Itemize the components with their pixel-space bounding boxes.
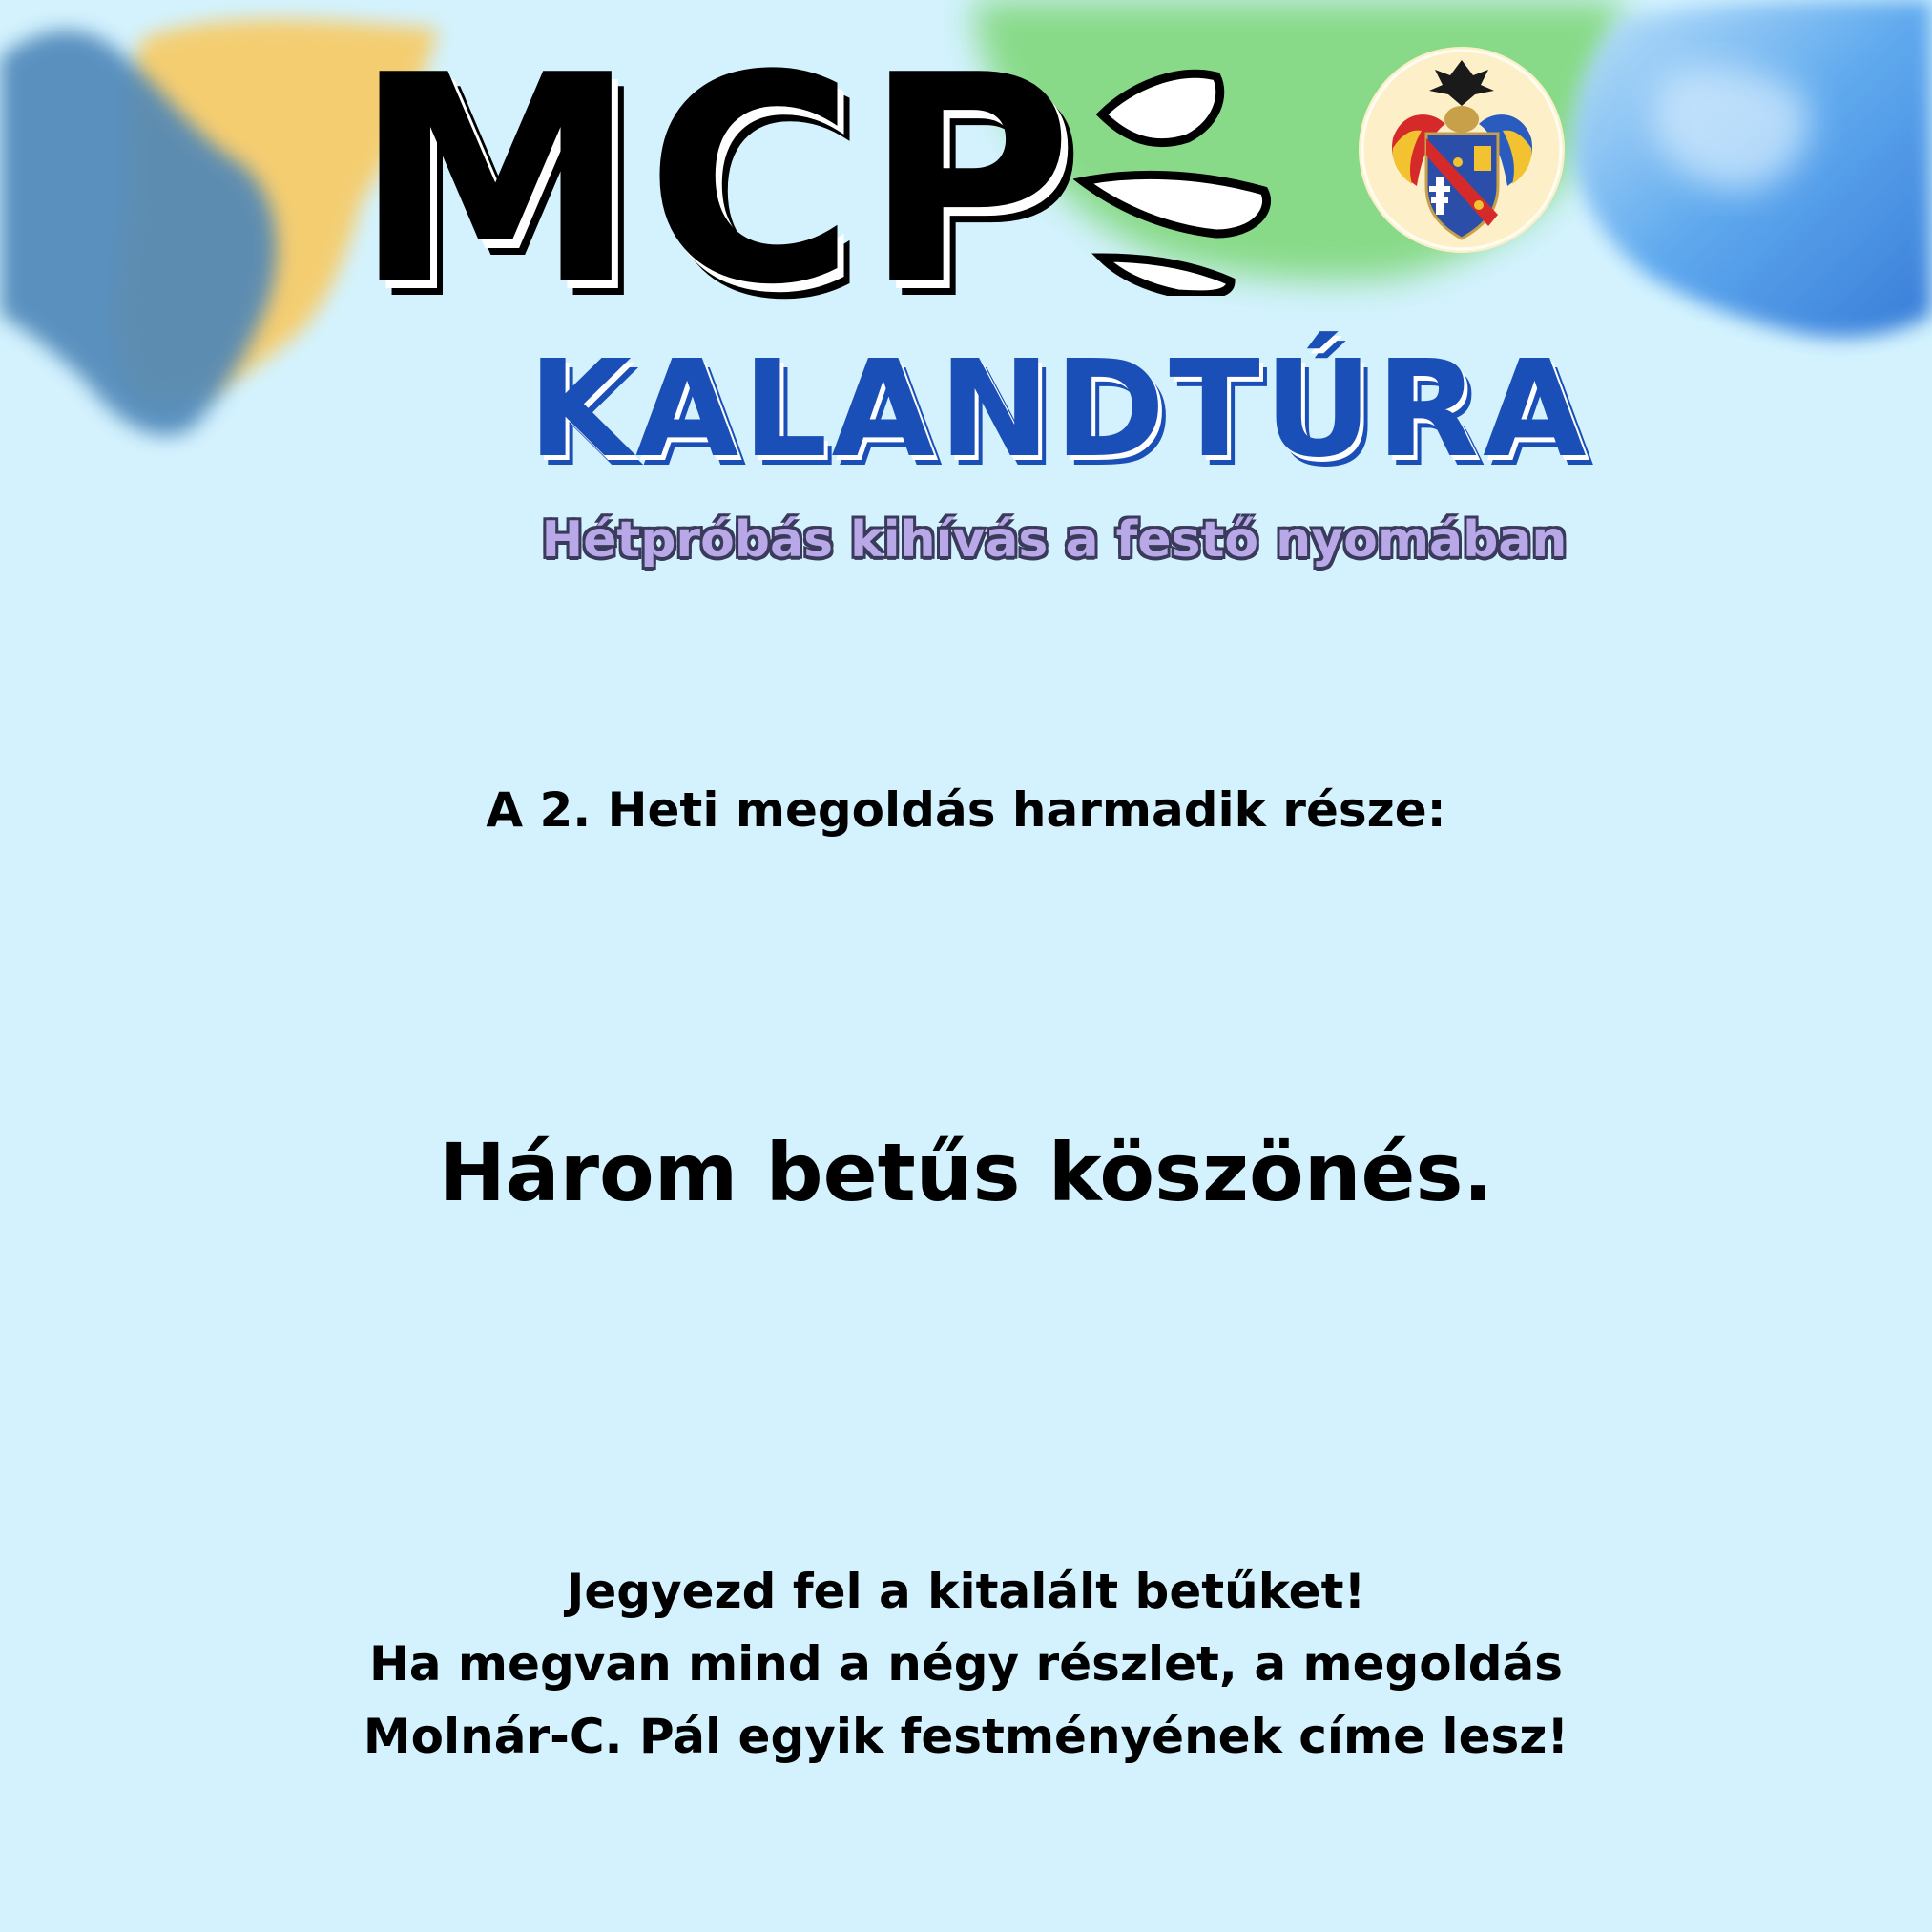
logo-subtitle: Hétpróbás kihívás a festő nyomában xyxy=(541,511,1568,569)
logo-title-mcp: MCP xyxy=(353,14,1081,347)
instructions-text xyxy=(0,1555,1932,1773)
instruction-line-1: Jegyezd fel a kitalált betűket! xyxy=(566,1564,1366,1619)
instruction-line-2: Ha megvan mind a négy részlet, a megoldás xyxy=(368,1636,1564,1692)
riddle-clue: Három betűs köszönés. xyxy=(438,1126,1494,1219)
coat-of-arms-icon xyxy=(1355,43,1569,258)
logo-title-kalandtura: KALANDTÚRA xyxy=(528,332,1590,488)
instruction-line-3: Molnár-C. Pál egyik festményének címe lesz! xyxy=(363,1709,1569,1764)
week-solution-heading: A 2. Heti megoldás harmadik része: xyxy=(486,782,1446,838)
splash-drops-icon xyxy=(1073,67,1293,296)
